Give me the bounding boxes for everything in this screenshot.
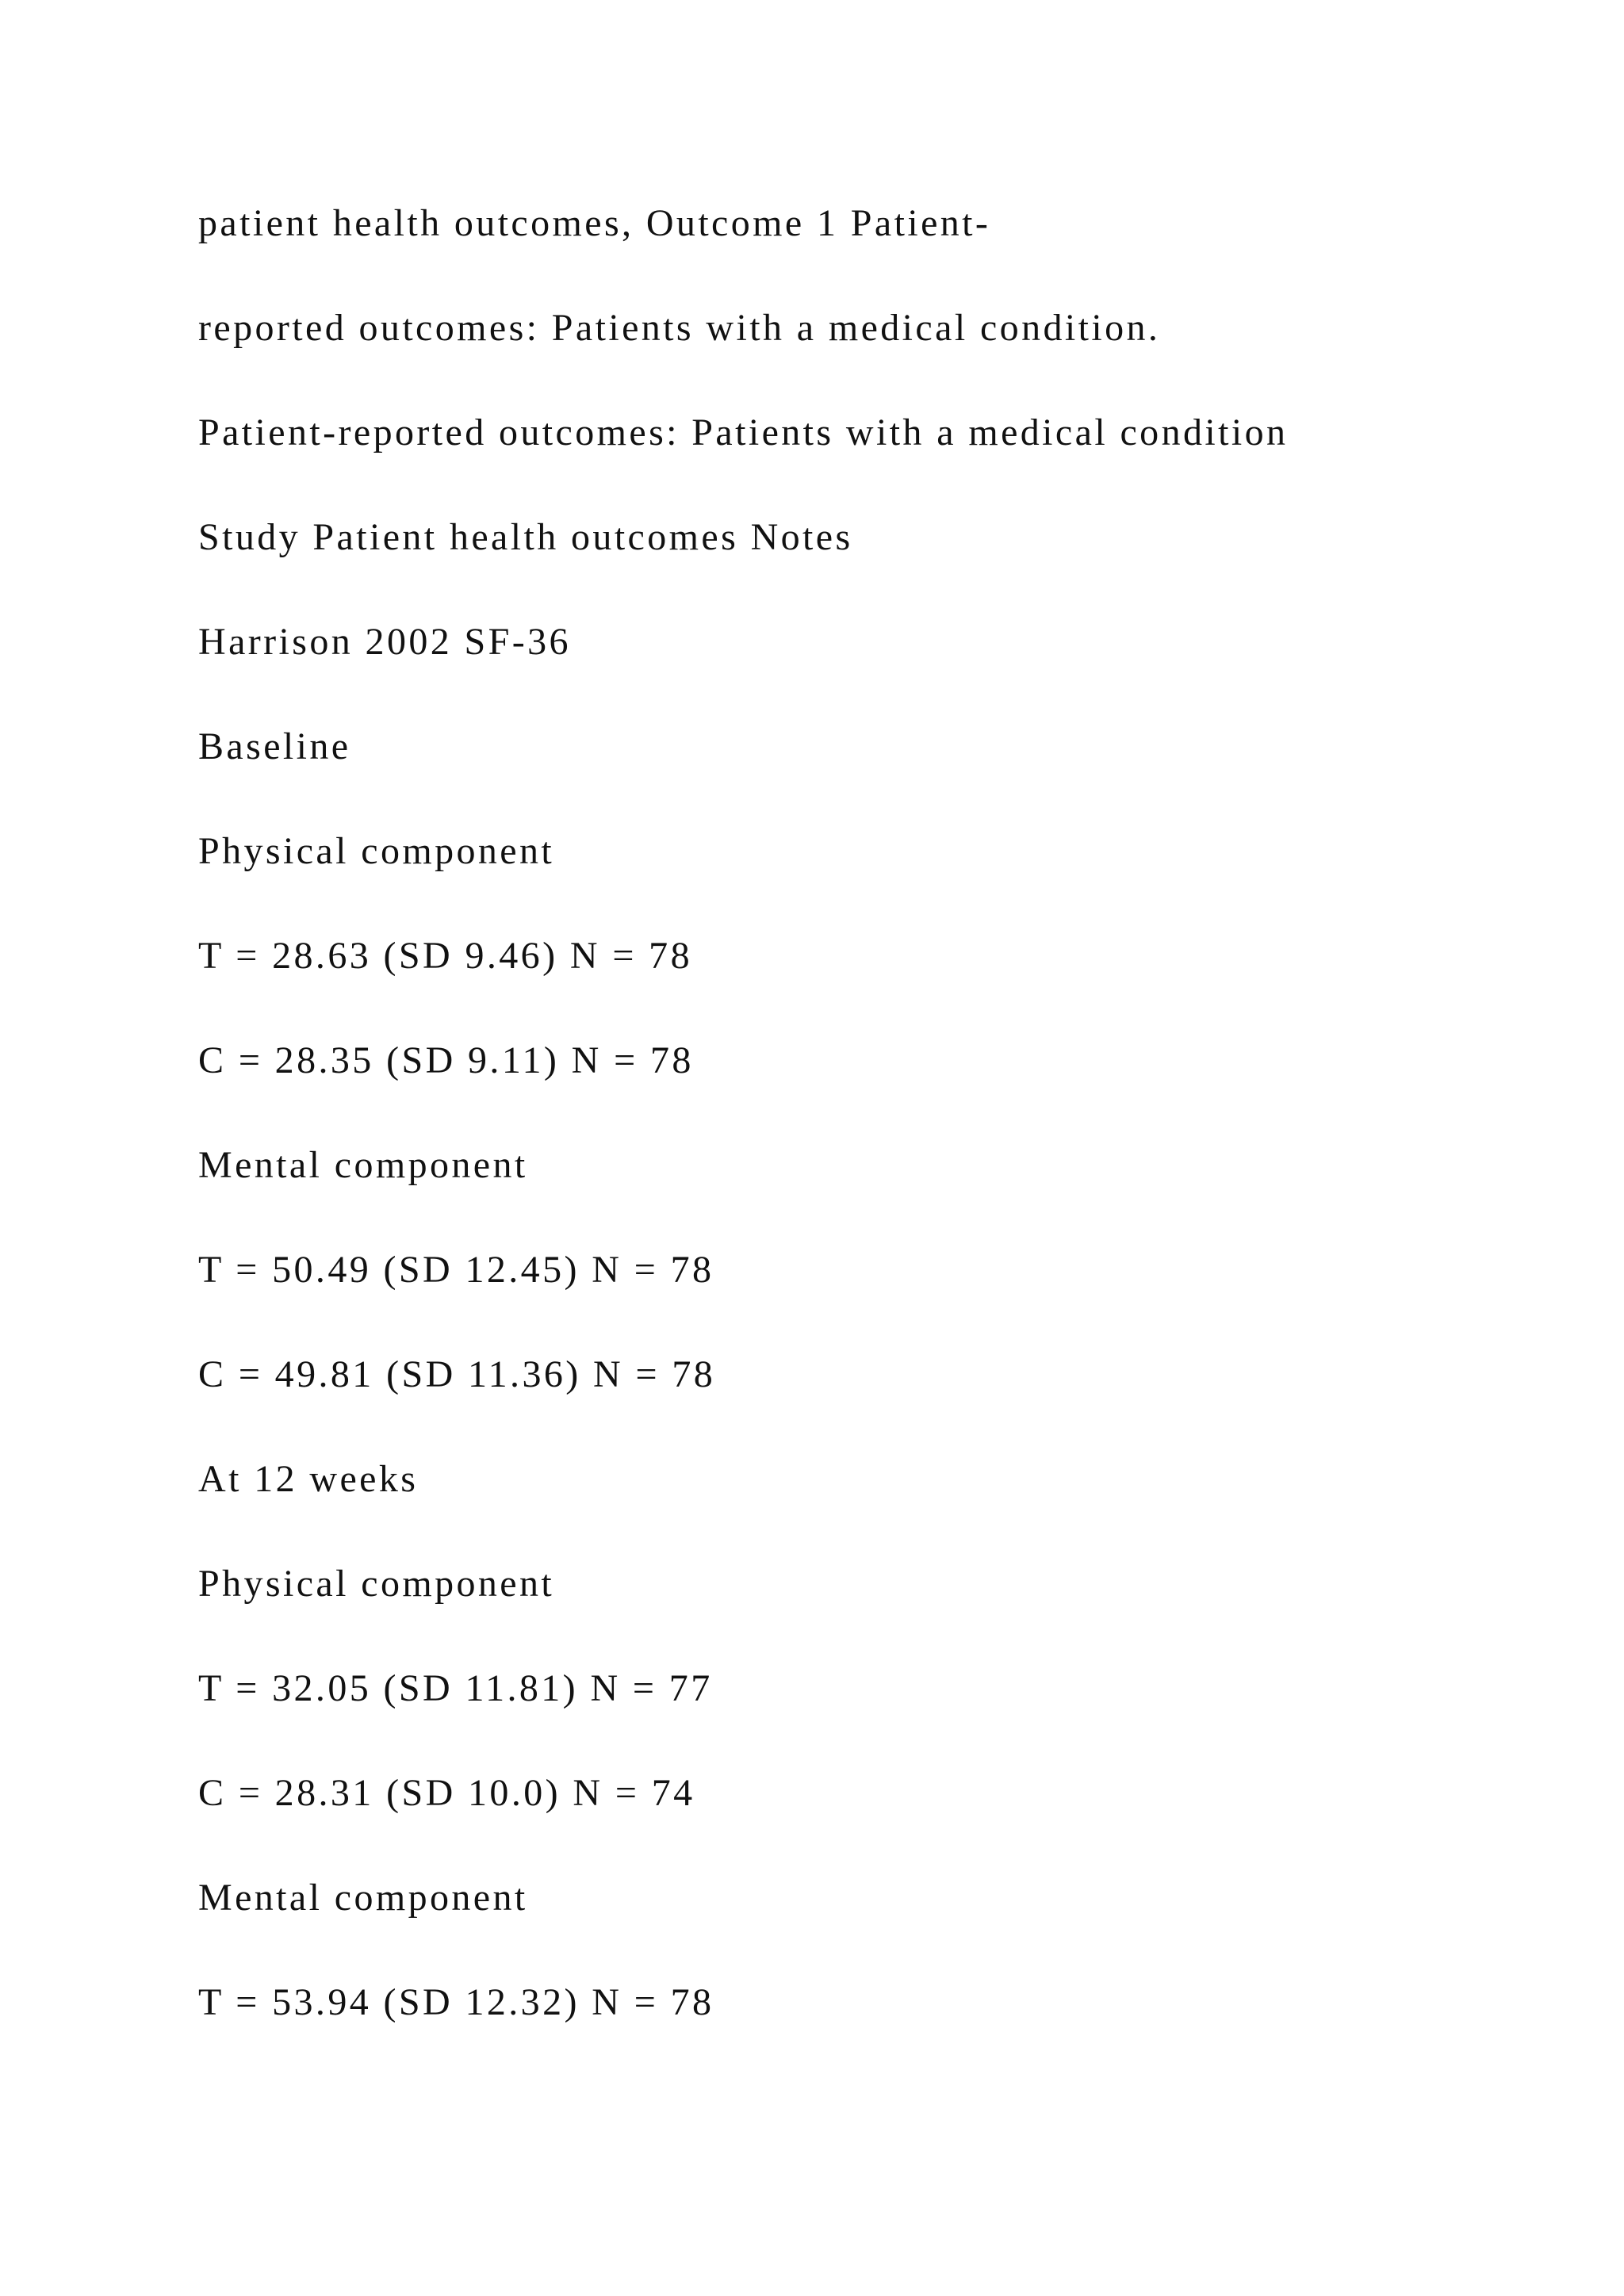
result-line: T = 50.49 (SD 12.45) N = 78	[198, 1249, 714, 1291]
result-line: T = 53.94 (SD 12.32) N = 78	[198, 1981, 714, 2023]
physical-component-label: Physical component	[198, 830, 555, 872]
timepoint-baseline: Baseline	[198, 725, 351, 767]
result-line: T = 28.63 (SD 9.46) N = 78	[198, 935, 692, 977]
result-line: T = 32.05 (SD 11.81) N = 77	[198, 1667, 713, 1709]
mental-component-label: Mental component	[198, 1144, 528, 1186]
physical-component-label: Physical component	[198, 1563, 555, 1605]
section-title: Patient-reported outcomes: Patients with a medical condition	[198, 411, 1289, 453]
result-line: C = 28.31 (SD 10.0) N = 74	[198, 1772, 695, 1814]
table-header: Study Patient health outcomes Notes	[198, 516, 853, 558]
timepoint-12-weeks: At 12 weeks	[198, 1458, 419, 1500]
caption-line-2: reported outcomes: Patients with a medical condition.	[198, 307, 1161, 349]
mental-component-label: Mental component	[198, 1877, 528, 1919]
caption-line-1: patient health outcomes, Outcome 1 Patient-	[198, 202, 991, 244]
document-body	[198, 195, 1546, 2079]
study-name: Harrison 2002 SF-36	[198, 621, 571, 663]
result-line: C = 28.35 (SD 9.11) N = 78	[198, 1039, 694, 1081]
result-line: C = 49.81 (SD 11.36) N = 78	[198, 1353, 716, 1395]
